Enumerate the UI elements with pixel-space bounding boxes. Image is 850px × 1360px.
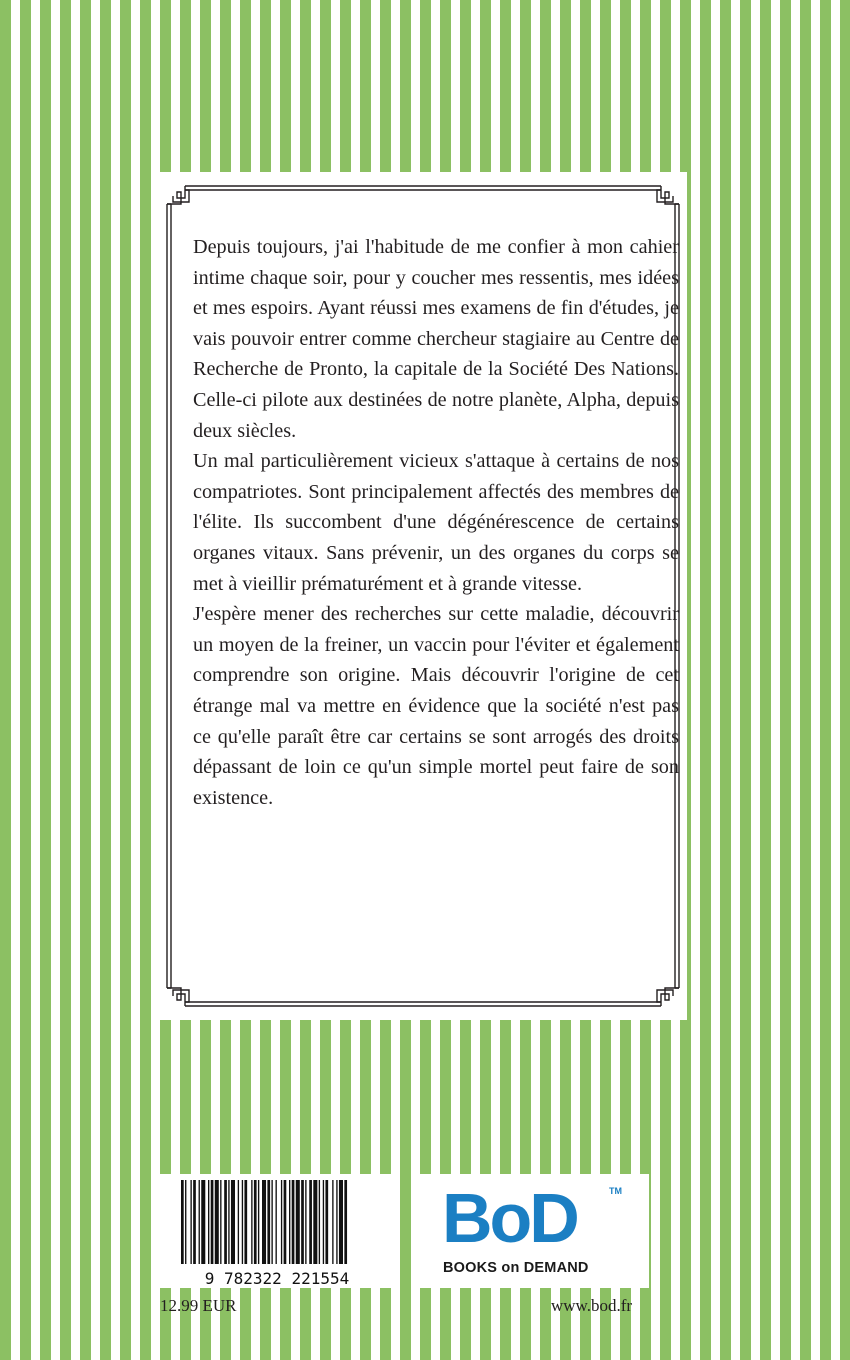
barcode-bar <box>201 1180 205 1264</box>
barcode-bar <box>276 1180 277 1264</box>
barcode-bar <box>339 1180 343 1264</box>
barcode-bar <box>242 1180 243 1264</box>
barcode-graphic <box>159 1174 396 1288</box>
barcode-bar <box>296 1180 300 1264</box>
publisher-tagline: BOOKS on DEMAND <box>443 1260 589 1276</box>
barcode-bar <box>211 1180 214 1264</box>
barcode-bar <box>325 1180 328 1264</box>
barcode-bar <box>336 1180 337 1264</box>
blurb-paragraph: J'espère mener des recherches sur cette maladie, découvrir un moyen de la freiner, un vaccin pour l'éviter et également comprendre son origine. Mais découvrir l'origine de cet étrange mal va mettre en évidence que la société n'est pas ce qu'elle paraît être car certains se sont arrogés des droits dépassant de loin ce qu'un simple mortel peut faire de son existence. <box>193 603 679 809</box>
barcode-digits: 9 782322 221554 <box>204 1269 350 1288</box>
barcode-bar <box>319 1180 320 1264</box>
barcode-bar <box>238 1180 239 1264</box>
barcode-bar <box>281 1180 282 1264</box>
barcode-bar <box>262 1180 266 1264</box>
blurb-paragraph: Un mal particulièrement vicieux s'attaque à certains de nos compatriotes. Sont principalement affectés des membres de l'élite. Ils succombent d'une dégénérescence de certains organes vitaux. Sans prévenir, un des organes du corps se met à vieillir prématurément et à grande vitesse. <box>193 450 679 595</box>
barcode-bar <box>305 1180 306 1264</box>
barcode-bar <box>193 1180 196 1264</box>
barcode-bar <box>289 1180 290 1264</box>
barcode-bar <box>215 1180 219 1264</box>
back-cover-blurb <box>193 232 679 813</box>
publisher-website: www.bod.fr <box>551 1296 633 1315</box>
barcode-bar <box>190 1180 191 1264</box>
barcode-bar <box>267 1180 270 1264</box>
bod-logo-text: BoD <box>442 1179 577 1257</box>
barcode-bar <box>208 1180 209 1264</box>
barcode-bar <box>199 1180 200 1264</box>
barcode-bar <box>228 1180 229 1264</box>
barcode-bar <box>301 1180 304 1264</box>
trademark-mark: TM <box>609 1186 622 1196</box>
barcode-bar <box>344 1180 347 1264</box>
barcode-bar <box>251 1180 252 1264</box>
barcode-bar <box>220 1180 221 1264</box>
price-label: 12.99 EUR <box>160 1296 237 1315</box>
barcode-bar <box>258 1180 259 1264</box>
barcode-bar <box>181 1180 184 1264</box>
barcode-bar <box>231 1180 235 1264</box>
barcode-bar <box>244 1180 247 1264</box>
barcode-bar <box>271 1180 272 1264</box>
blurb-paragraph: Depuis toujours, j'ai l'habitude de me confier à mon cahier intime chaque soir, pour y coucher mes ressentis, mes idées et mes espoirs. Ayant réussi mes examens de fin d'études, je vais pouvoir entrer comme chercheur stagiaire au Centre de Recherche de Pronto, la capitale de la Société Des Nations. Celle-ci pilote aux destinées de notre planète, Alpha, depuis deux siècles. <box>193 236 679 442</box>
publisher-logo <box>412 1174 649 1288</box>
barcode-bar <box>292 1180 295 1264</box>
barcode-bar <box>332 1180 333 1264</box>
barcode-bar <box>284 1180 287 1264</box>
isbn-barcode <box>159 1174 396 1288</box>
barcode-bar <box>185 1180 186 1264</box>
barcode-bar <box>323 1180 324 1264</box>
barcode-bar <box>224 1180 227 1264</box>
barcode-bar <box>254 1180 257 1264</box>
barcode-bar <box>313 1180 317 1264</box>
back-cover-panel <box>159 172 687 1020</box>
barcode-bar <box>309 1180 312 1264</box>
